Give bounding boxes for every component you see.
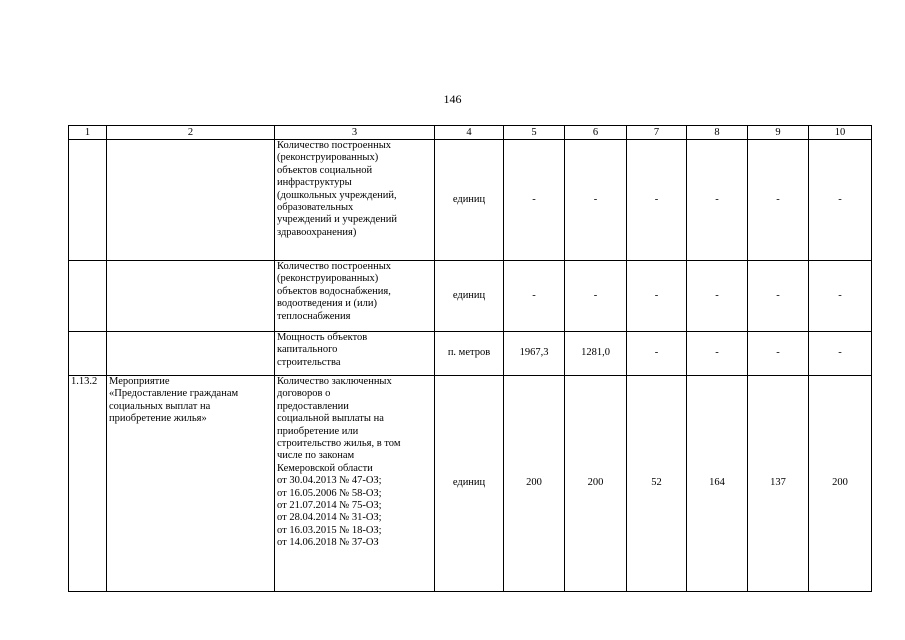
value-cell: - [687, 332, 748, 376]
value-cell: - [809, 140, 872, 261]
indicator-text-line: объектов водоснабжения, [277, 285, 391, 297]
indicator-text-line: здравоохранения) [277, 226, 357, 238]
value-cell: 1967,3 [504, 332, 565, 376]
activity-cell [107, 261, 275, 332]
value-cell: - [748, 332, 809, 376]
header-cell: 2 [107, 126, 275, 140]
header-cell: 4 [435, 126, 504, 140]
indicator-cell [275, 140, 435, 261]
indicators-table [68, 125, 872, 592]
indicator-text-line: Количество заключенных [277, 376, 392, 387]
indicator-cell [275, 376, 435, 592]
table-row [69, 261, 872, 332]
indicator-text-line: предоставлении [277, 400, 349, 412]
value-cell: 52 [627, 376, 687, 592]
value-cell: - [809, 261, 872, 332]
value-cell: - [504, 261, 565, 332]
value-cell: - [748, 140, 809, 261]
indicator-text-line: от 16.05.2006 № 58-ОЗ; [277, 487, 382, 499]
header-cell: 7 [627, 126, 687, 140]
activity-cell [107, 376, 275, 592]
indicator-text-line: социальной выплаты на [277, 413, 384, 425]
row-number-cell [69, 261, 107, 332]
activity-text-line: приобретение жилья» [109, 413, 207, 425]
indicator-text-line: Количество построенных [277, 140, 392, 151]
indicator-text-line: от 28.04.2014 № 31-ОЗ; [277, 512, 382, 524]
indicator-text-line: приобретение или [277, 425, 359, 437]
value-cell: 200 [565, 376, 627, 592]
indicator-text-line: строительство жилья, в том [277, 438, 401, 450]
indicator-text-line: объектов социальной [277, 164, 373, 176]
value-cell: - [627, 140, 687, 261]
indicator-text-line: от 21.07.2014 № 75-ОЗ; [277, 500, 382, 512]
value-cell: 200 [809, 376, 872, 592]
unit-cell: п. метров [435, 332, 504, 376]
indicator-text-line: образовательных [277, 202, 354, 214]
table-row [69, 376, 872, 592]
row-number-cell [69, 332, 107, 376]
value-cell: - [687, 261, 748, 332]
header-cell: 10 [809, 126, 872, 140]
indicator-text-line: (дошкольных учреждений, [277, 189, 397, 201]
header-cell: 9 [748, 126, 809, 140]
indicator-text-line: Количество построенных [277, 261, 392, 272]
header-cell: 3 [275, 126, 435, 140]
activity-text-line: Мероприятие [109, 376, 170, 387]
indicator-text-line: (реконструированных) [277, 152, 379, 164]
activity-text-line: «Предоставление гражданам [109, 388, 239, 400]
header-cell: 6 [565, 126, 627, 140]
indicator-text-line: теплоснабжения [277, 310, 351, 322]
table-row [69, 140, 872, 261]
value-cell: - [504, 140, 565, 261]
activity-text-line: социальных выплат на [109, 400, 211, 412]
activity-cell [107, 332, 275, 376]
indicator-cell [275, 261, 435, 332]
header-cell: 5 [504, 126, 565, 140]
activity-cell [107, 140, 275, 261]
indicator-text-line: инфраструктуры [277, 177, 352, 189]
row-number-cell [69, 140, 107, 261]
unit-cell: единиц [435, 376, 504, 592]
value-cell: - [627, 332, 687, 376]
indicator-text-line: Кемеровской области [277, 462, 373, 474]
indicator-text-line: Мощность объектов [277, 332, 368, 343]
value-cell: - [627, 261, 687, 332]
value-cell: - [748, 261, 809, 332]
page-number: 146 [443, 92, 462, 106]
value-cell: - [565, 140, 627, 261]
unit-cell: единиц [435, 261, 504, 332]
table-body [69, 140, 872, 592]
indicator-text-line: числе по законам [277, 450, 355, 462]
indicator-cell [275, 332, 435, 376]
value-cell: - [565, 261, 627, 332]
value-cell: 200 [504, 376, 565, 592]
header-cell: 8 [687, 126, 748, 140]
value-cell: 1281,0 [565, 332, 627, 376]
unit-cell: единиц [435, 140, 504, 261]
indicator-text-line: учреждений и учреждений [277, 214, 397, 226]
table-header [69, 126, 872, 140]
value-cell: - [809, 332, 872, 376]
indicator-text-line: от 16.03.2015 № 18-ОЗ; [277, 524, 382, 536]
table-row [69, 332, 872, 376]
value-cell: 164 [687, 376, 748, 592]
header-cell: 1 [69, 126, 107, 140]
indicator-text-line: водоотведения и (или) [277, 298, 377, 310]
value-cell: 137 [748, 376, 809, 592]
indicator-text-line: строительства [277, 356, 341, 368]
indicator-text-line: капитального [277, 344, 338, 356]
value-cell: - [687, 140, 748, 261]
indicator-text-line: от 14.06.2018 № 37-ОЗ [277, 537, 379, 549]
indicator-text-line: (реконструированных) [277, 273, 379, 285]
indicator-text-line: договоров о [277, 388, 331, 400]
row-number-cell: 1.13.2 [69, 376, 107, 592]
indicator-text-line: от 30.04.2013 № 47-ОЗ; [277, 475, 382, 487]
